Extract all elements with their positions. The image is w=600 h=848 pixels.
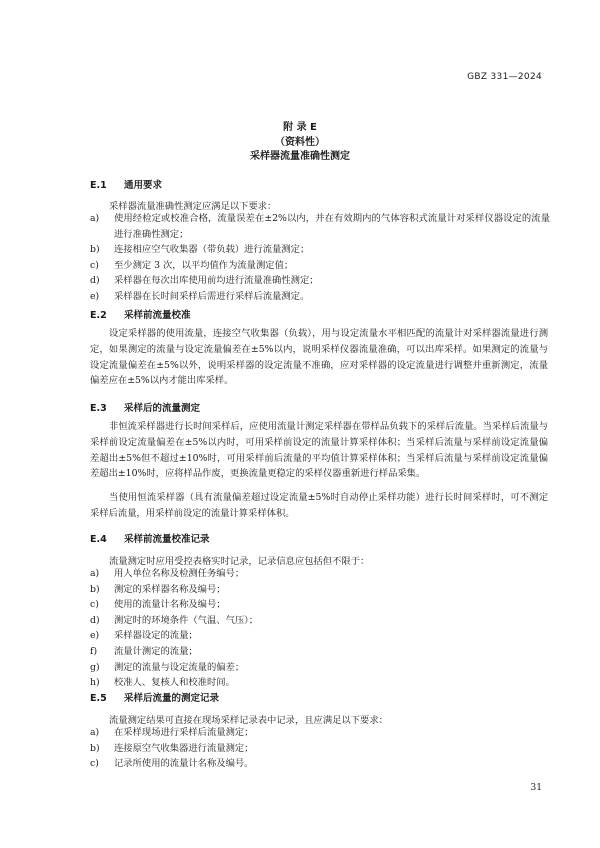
paragraph-e3-2: 当使用恒流采样器（具有流量偏差超过设定流量±5%时自动停止采样功能）进行长时间采样时，可不测定采样后流量，用采样前设定的流量计算采样体积。 [90, 492, 548, 519]
page-number: 31 [530, 783, 542, 793]
doc-code: GBZ 331—2024 [467, 72, 542, 82]
section-heading-e1: E.1 通用要求 [90, 180, 163, 191]
list-item: a) 使用经检定或校准合格，流量误差在±2%以内，并在有效期内的气体容积式流量计对采样仪器设定的流量进行准确性测定； [90, 213, 550, 240]
list-item: b) 连接原空气收集器进行流量测定； [90, 742, 254, 754]
list-item: a) 用人单位名称及检测任务编号； [90, 568, 245, 579]
list-item: b) 连接相应空气收集器（带负载）进行流量测定； [90, 244, 310, 256]
section-intro-e5: 流量测定结果可直接在现场采样记录表中记录，且应满足以下要求： [109, 715, 388, 726]
paragraph-e3-1: 非恒流采样器进行长时间采样后，应使用流量计测定采样器在带样品负载下的采样后流量。当采样后流量与采样前设定流量偏差在±5%以内时，可用采样前设定的流量计算采样体积；当采样后流量与采样前设定流量偏差超出±5%但不超过±10%时，可用采样前后流量的平均值计算采样体积；当采样后流量与采样前设定流量偏差超出±10%时，应将样品作废，更换流量更稳定的采样仪器重新进行样品采集。 [90, 421, 548, 480]
list-item: c) 记录所使用的流量计名称及编号。 [90, 758, 254, 770]
list-item: f) 流量计测定的流量； [90, 645, 198, 657]
appendix-type: （资料性） [275, 136, 325, 148]
list-e5 [90, 725, 550, 772]
list-item: e) 采样器在长时间采样后需进行采样后流量测定。 [90, 290, 310, 302]
list-item: h) 校准人、复核人和校准时间。 [90, 677, 235, 689]
list-e4 [90, 566, 550, 691]
section-heading-e2: E.2 采样前流量校准 [90, 310, 191, 321]
appendix-title [0, 121, 600, 165]
list-item: g) 测定的流量与设定流量的偏差； [90, 661, 245, 673]
list-item: c) 至少测定 3 次，以平均值作为流量测定值； [90, 259, 294, 271]
list-item: d) 测定时的环境条件（气温、气压）； [90, 614, 259, 626]
appendix-label: 附 录 E [283, 122, 317, 133]
list-item: e) 采样器设定的流量； [90, 630, 198, 642]
list-item: b) 测定的采样器名称及编号； [90, 583, 226, 595]
list-item: a) 在采样现场进行采样后流量测定； [90, 727, 254, 738]
list-item: c) 使用的流量计名称及编号； [90, 599, 226, 611]
list-item: d) 采样器在每次出库使用前均进行流量准确性测定； [90, 275, 319, 287]
list-e1 [90, 211, 550, 305]
section-heading-e3: E.3 采样后的流量测定 [90, 403, 201, 414]
section-intro-e4: 流量测定时应用受控表格实时记录，记录信息应包括但不限于： [109, 556, 370, 567]
section-heading-e5: E.5 采样后流量的测定记录 [90, 693, 220, 704]
paragraph-e2: 设定采样器的使用流量，连接空气收集器（负载），用与设定流量水平相匹配的流量计对采样器流量进行测定，如果测定的流量与设定流量偏差在±5%以内，说明采样仪器流量准确，可以出库采样。如果测定的流量与设定流量偏差在±5%以外，说明采样器的设定流量不准确，应对采样器的设定流量进行调整并重新测定，流量偏差应在±5%以内才能出库采样。 [90, 328, 548, 387]
section-heading-e4: E.4 采样前流量校准记录 [90, 534, 210, 545]
section-intro-e1: 采样器流量准确性测定应满足以下要求： [109, 201, 277, 212]
appendix-name: 采样器流量准确性测定 [250, 151, 350, 162]
